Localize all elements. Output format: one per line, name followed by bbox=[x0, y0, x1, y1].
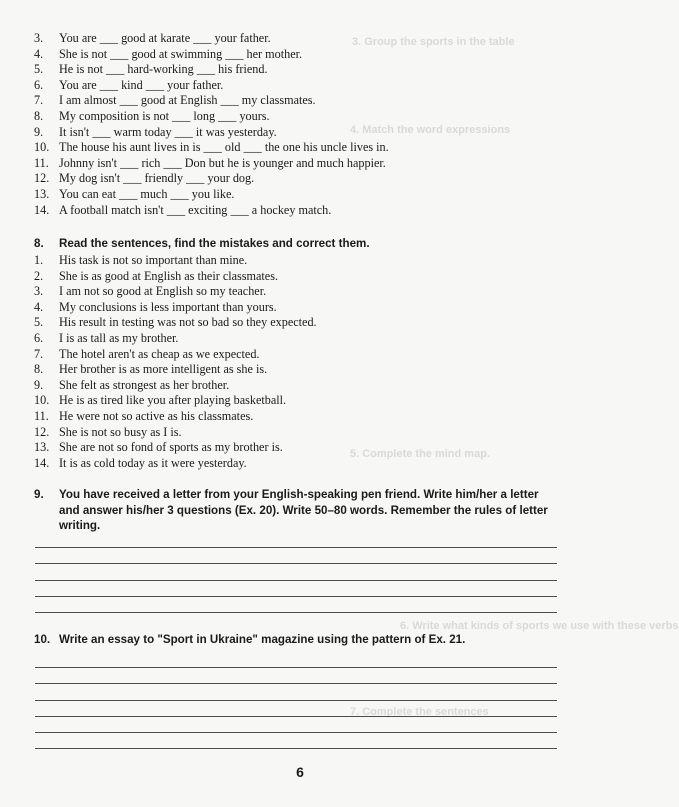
item-text: She is as good at English as their classmates. bbox=[59, 268, 279, 283]
exercise-item bbox=[34, 347, 317, 363]
item-number: 10. bbox=[34, 393, 50, 408]
item-number: 1. bbox=[34, 253, 44, 267]
writing-line[interactable] bbox=[35, 652, 557, 668]
writing-line[interactable] bbox=[35, 733, 557, 749]
exercise-item bbox=[34, 425, 317, 441]
exercise-item bbox=[34, 456, 317, 472]
item-text: You are ___ good at karate ___ your father. bbox=[59, 31, 271, 45]
item-number: 6. bbox=[34, 330, 44, 345]
writing-line[interactable] bbox=[35, 581, 557, 597]
writing-line[interactable] bbox=[35, 548, 557, 564]
exercise-9-heading: 9. You have received a letter from your English-speaking pen friend. Write him/her a letter and answer his/her 3 questions (Ex. 20). Write 50–80 words. Remember the rules of letter writing. bbox=[34, 488, 548, 532]
exercise-item bbox=[34, 140, 389, 156]
item-number: 2. bbox=[34, 268, 44, 283]
item-number: 11. bbox=[34, 155, 49, 170]
exercise-item bbox=[34, 409, 317, 425]
show-through-text: 6. Write what kinds of sports we use with these verbs bbox=[400, 620, 679, 632]
item-number: 14. bbox=[34, 455, 50, 470]
item-number: 8. bbox=[34, 362, 44, 377]
writing-line[interactable] bbox=[35, 668, 557, 684]
item-text: It isn't ___ warm today ___ it was yesterday. bbox=[59, 124, 277, 139]
item-text: Johnny isn't ___ rich ___ Don but he is younger and much happier. bbox=[59, 155, 386, 170]
item-text: My conclusions is less important than yours. bbox=[59, 299, 277, 314]
exercise-item bbox=[34, 62, 389, 78]
item-text: I am almost ___ good at English ___ my classmates. bbox=[59, 93, 316, 108]
exercise-item bbox=[34, 331, 317, 347]
exercise-item bbox=[34, 125, 389, 141]
exercise-item bbox=[34, 47, 389, 63]
item-text: I am not so good at English so my teacher. bbox=[59, 284, 267, 299]
exercise-item bbox=[34, 187, 389, 203]
item-text: The hotel aren't as cheap as we expected. bbox=[59, 346, 260, 361]
item-text: I is as tall as my brother. bbox=[59, 330, 179, 345]
item-number: 11. bbox=[34, 408, 49, 423]
exercise-item bbox=[34, 393, 317, 409]
item-number: 4. bbox=[34, 299, 44, 314]
exercise-item bbox=[34, 440, 317, 456]
item-text: She are not so fond of sports as my brother is. bbox=[59, 440, 283, 455]
item-number: 14. bbox=[34, 202, 50, 217]
item-number: 12. bbox=[34, 171, 50, 186]
item-number: 4. bbox=[34, 46, 44, 61]
item-text: The house his aunt lives in is ___ old ___ the one his uncle lives in. bbox=[59, 140, 389, 155]
item-text: His result in testing was not so bad so they expected. bbox=[59, 315, 317, 330]
show-through-text: 3. Group the sports in the table bbox=[352, 36, 515, 48]
page-number: 6 bbox=[296, 764, 304, 780]
item-text: She felt as strongest as her brother. bbox=[59, 377, 230, 392]
item-text: She is not ___ good at swimming ___ her mother. bbox=[59, 46, 303, 61]
exercise-8-list bbox=[34, 253, 317, 471]
writing-line[interactable] bbox=[35, 717, 557, 733]
exercise-item bbox=[34, 156, 389, 172]
item-number: 3. bbox=[34, 284, 44, 299]
exercise-10-heading: 10. Write an essay to "Sport in Ukraine" magazine using the pattern of Ex. 21. bbox=[34, 633, 466, 646]
item-text: My composition is not ___ long ___ yours. bbox=[59, 108, 270, 123]
item-number: 10. bbox=[34, 140, 50, 155]
exercise-item bbox=[34, 300, 317, 316]
item-number: 3. bbox=[34, 31, 44, 45]
item-number: 9. bbox=[34, 124, 44, 139]
exercise-item bbox=[34, 362, 317, 378]
exercise-item bbox=[34, 171, 389, 187]
exercise-item bbox=[34, 378, 317, 394]
writing-line[interactable] bbox=[35, 532, 557, 548]
item-text: A football match isn't ___ exciting ___ a hockey match. bbox=[59, 202, 332, 217]
item-number: 12. bbox=[34, 424, 50, 439]
item-text: You can eat ___ much ___ you like. bbox=[59, 186, 235, 201]
item-text: His task is not so important than mine. bbox=[59, 253, 248, 267]
item-number: 13. bbox=[34, 186, 50, 201]
writing-line[interactable] bbox=[35, 564, 557, 580]
exercise-item bbox=[34, 284, 317, 300]
item-number: 5. bbox=[34, 62, 44, 77]
item-text: It is as cold today as it were yesterday. bbox=[59, 455, 247, 470]
exercise-7-list bbox=[34, 31, 389, 218]
exercise-item bbox=[34, 269, 317, 285]
writing-line[interactable] bbox=[35, 597, 557, 613]
exercise-item bbox=[34, 253, 317, 269]
item-number: 13. bbox=[34, 440, 50, 455]
item-text: He is not ___ hard-working ___ his friend. bbox=[59, 62, 268, 77]
writing-line[interactable] bbox=[35, 684, 557, 700]
item-text: He is as tired like you after playing basketball. bbox=[59, 393, 287, 408]
exercise-item bbox=[34, 109, 389, 125]
writing-line[interactable] bbox=[35, 701, 557, 717]
exercise-item bbox=[34, 93, 389, 109]
exercise-item bbox=[34, 203, 389, 219]
show-through-text: 5. Complete the mind map. bbox=[350, 448, 490, 460]
item-text: He were not so active as his classmates. bbox=[59, 408, 254, 423]
exercise-item bbox=[34, 31, 389, 47]
item-number: 8. bbox=[34, 108, 44, 123]
item-text: She is not so busy as I is. bbox=[59, 424, 182, 439]
show-through-text: 4. Match the word expressions bbox=[350, 124, 511, 136]
item-number: 6. bbox=[34, 77, 44, 92]
exercise-9-writing-lines[interactable] bbox=[35, 532, 557, 613]
exercise-10-writing-lines[interactable] bbox=[35, 652, 557, 749]
item-text: My dog isn't ___ friendly ___ your dog. bbox=[59, 171, 255, 186]
exercise-8-heading: 8. Read the sentences, find the mistakes and correct them. bbox=[34, 237, 370, 250]
item-number: 9. bbox=[34, 377, 44, 392]
show-through-text: 7. Complete the sentences bbox=[350, 706, 489, 718]
exercise-item bbox=[34, 315, 317, 331]
item-number: 7. bbox=[34, 93, 44, 108]
item-text: You are ___ kind ___ your father. bbox=[59, 77, 224, 92]
item-number: 7. bbox=[34, 346, 44, 361]
exercise-item bbox=[34, 78, 389, 94]
item-text: Her brother is as more intelligent as she is. bbox=[59, 362, 268, 377]
item-number: 5. bbox=[34, 315, 44, 330]
